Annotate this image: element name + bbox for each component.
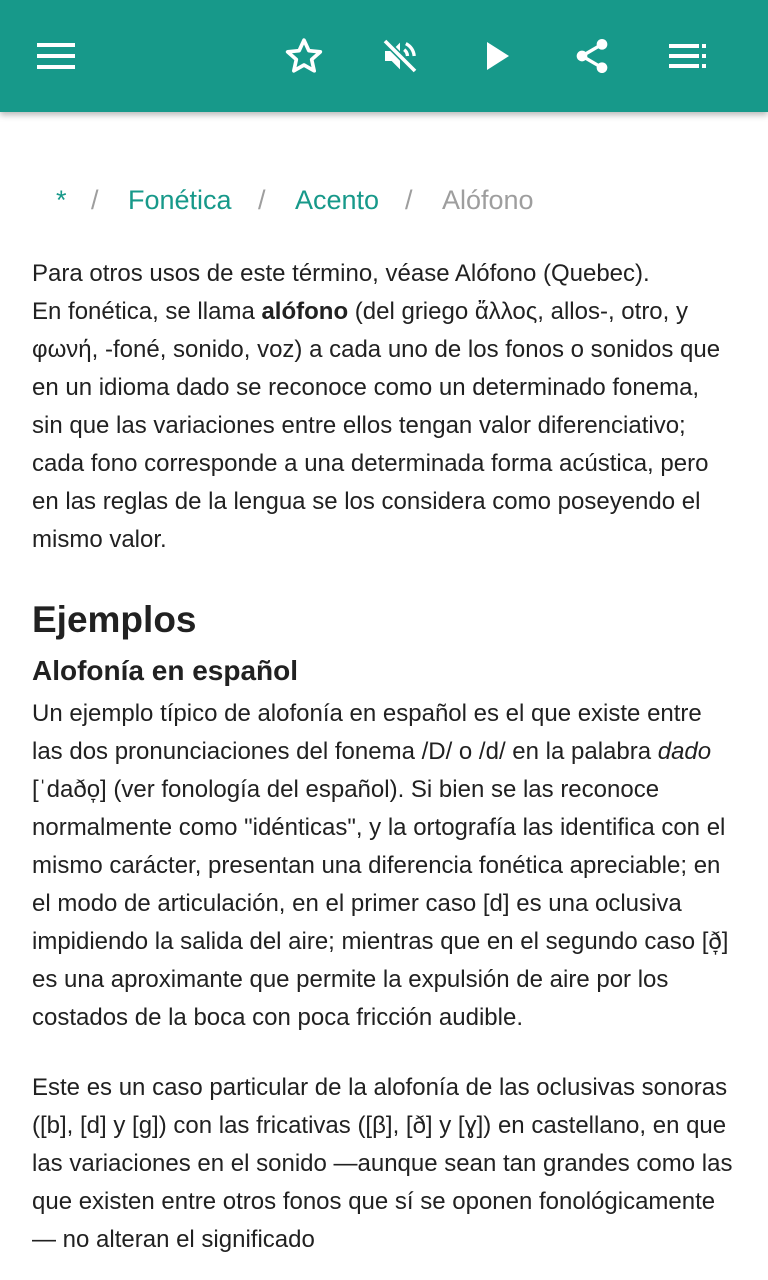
section-title: Ejemplos (32, 599, 197, 640)
breadcrumb-separator: / (91, 185, 99, 215)
playlist-button[interactable] (660, 28, 716, 84)
share-icon (572, 35, 612, 77)
breadcrumb-item-fonetica[interactable]: Fonética (128, 185, 232, 215)
volume-off-icon (380, 36, 420, 76)
star-outline-icon (284, 36, 324, 76)
example-word: dado (657, 738, 712, 765)
disambiguation-note: Para otros usos de este término, véase Alófono (Quebec). (32, 260, 650, 287)
play-button[interactable] (470, 28, 526, 84)
breadcrumb (0, 180, 768, 220)
breadcrumb-separator: / (405, 185, 413, 215)
favorite-button[interactable] (276, 28, 332, 84)
playlist-icon (669, 43, 707, 69)
definition-paragraph: En fonética, se llama alófono (del griego ἄλλος, allos-, otro, y φωνή, -foné, sonido, voz) a cada uno de los fonos o sonidos que en un idioma dado se reconoce como un determinado fonema, sin que las variaciones entre ellos tengan valor diferenciativo; cada fono corresponde a una determinada forma acústica, pero en las reglas de la lengua se los considera como poseyendo el mismo valor. (32, 298, 721, 553)
subsection-title: Alofonía en español (32, 655, 299, 686)
example-paragraph: Un ejemplo típico de alofonía en español es el que existe entre las dos pronunciaciones del fonema /D/ o /d/ en la palabra dado [ˈdaðo̞] (ver fonología del español). Si bien se las reconoce normalmente como "idénticas", y la ortografía las identifica con el mismo carácter, presentan una diferencia fonética apreciable; en el modo de articulación, en el primer caso [d] es una oclusiva impidiendo la salida del aire; mientras que en el segundo caso [ð̞] es una aproximante que permite la expulsión de aire por los costados de la boca con poca fricción audible. (32, 700, 729, 1031)
defined-term: alófono (261, 298, 349, 325)
fricatives-paragraph: Este es un caso particular de la alofonía de las oclusivas sonoras ([b], [d] y [g]) con las fricativas ([β], [ð] y [ɣ]) en castellano, en que las variaciones en el sonido —aunque sean tan grandes como las que existen entre otros fonos que sí se oponen fonológicamente— no alteran el significado (32, 1074, 733, 1253)
app-toolbar (0, 0, 768, 112)
share-button[interactable] (564, 28, 620, 84)
breadcrumb-home[interactable]: * (56, 185, 67, 215)
article-content (32, 255, 736, 1259)
menu-button[interactable] (28, 28, 84, 84)
play-icon (483, 40, 513, 72)
breadcrumb-separator: / (258, 185, 266, 215)
breadcrumb-item-acento[interactable]: Acento (295, 185, 380, 215)
menu-icon (37, 42, 75, 70)
breadcrumb-current: Alófono (442, 185, 534, 215)
mute-button[interactable] (372, 28, 428, 84)
